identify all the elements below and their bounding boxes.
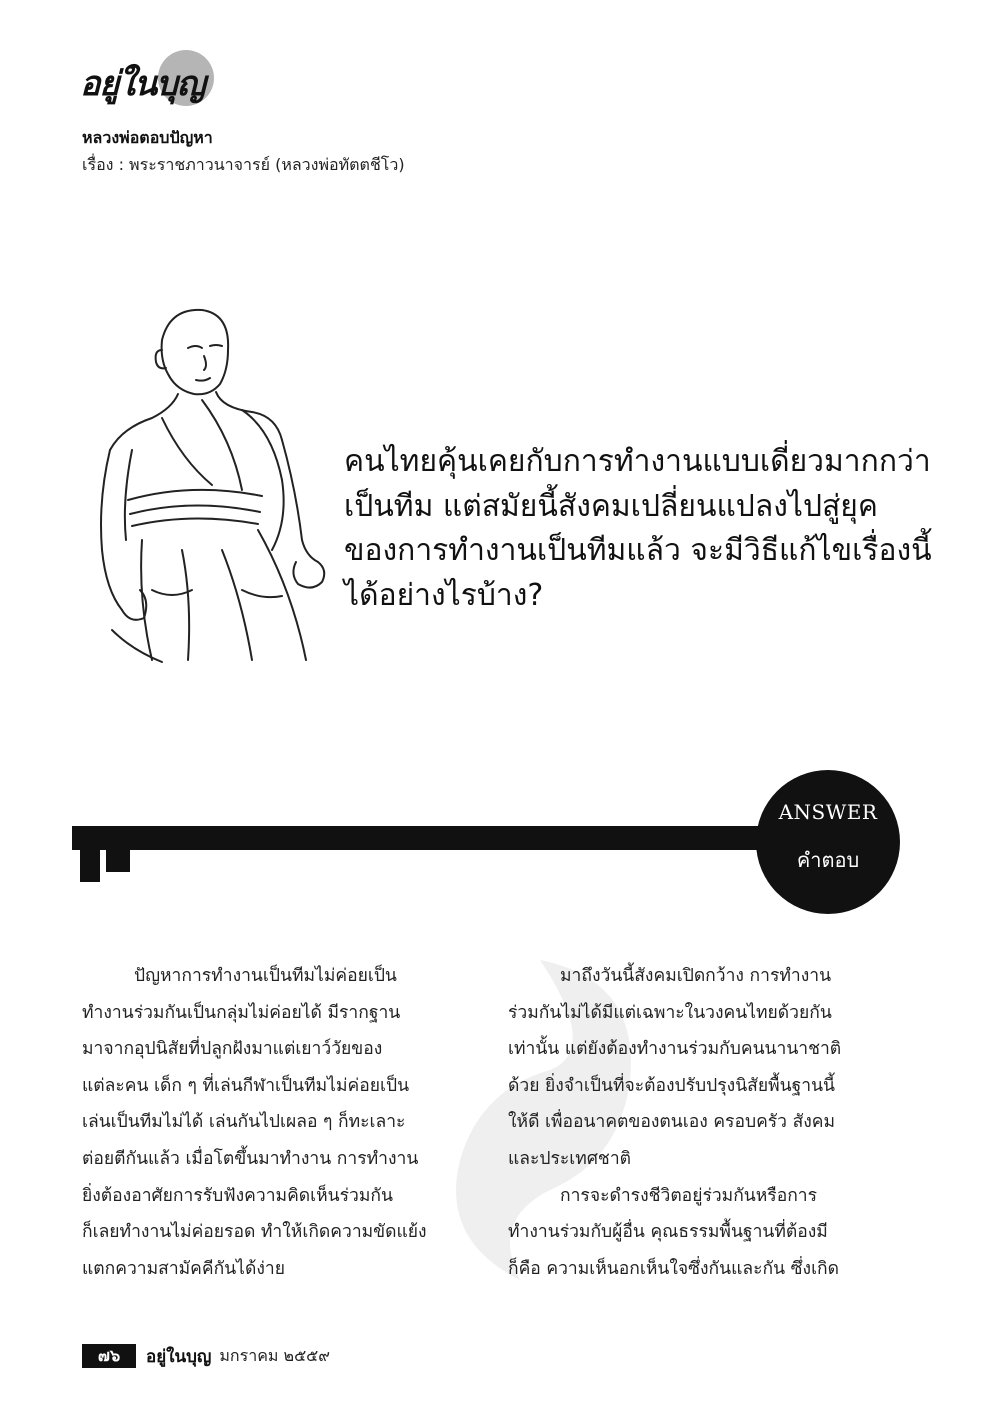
body-line: การจะดำรงชีวิตอยู่ร่วมกันหรือการ (560, 1185, 818, 1206)
body-line: เล่นเป็นทีมไม่ได้ เล่นกันไปเผลอ ๆ ก็ทะเลาะ (82, 1112, 406, 1133)
body-line: ด้วย ยิ่งจำเป็นที่จะต้องปรับปรุงนิสัยพื้นฐานนี้ (508, 1075, 836, 1096)
body-line: ปัญหาการทำงานเป็นทีมไม่ค่อยเป็น (134, 966, 397, 986)
body-line: แต่ละคน เด็ก ๆ ที่เล่นกีฬาเป็นทีมไม่ค่อยเป็น (82, 1075, 410, 1096)
monk-illustration (92, 300, 342, 670)
magazine-logo (80, 50, 220, 110)
body-line: ก็คือ ความเห็นอกเห็นใจซึ่งกันและกัน ซึ่งเกิด (508, 1258, 840, 1279)
body-line: ร่วมกันไม่ได้มีแต่เฉพาะในวงคนไทยด้วยกัน (508, 1002, 832, 1023)
body-line: ยิ่งต้องอาศัยการรับฟังความคิดเห็นร่วมกัน (82, 1185, 393, 1206)
question-line: ได้อย่างไรบ้าง? (344, 577, 544, 613)
divider-tab (106, 850, 130, 872)
body-line: มาจากอุปนิสัยที่ปลูกฝังมาแต่เยาว์วัยของ (82, 1039, 383, 1060)
body-line: เท่านั้น แต่ยังต้องทำงานร่วมกับคนนานาชาติ (508, 1039, 842, 1060)
body-line: แตกความสามัคคีกันได้ง่าย (82, 1258, 285, 1279)
body-column-right (508, 958, 891, 1287)
body-line: ทำงานร่วมกันเป็นกลุ่มไม่ค่อยได้ มีรากฐาน (82, 1002, 401, 1023)
question-text (344, 440, 932, 618)
divider-tab (80, 850, 100, 882)
body-line: ต่อยตีกันแล้ว เมื่อโตขึ้นมาทำงาน การทำงาน (82, 1148, 419, 1169)
body-line: ก็เลยทำงานไม่ค่อยรอด ทำให้เกิดความขัดแย้ง (82, 1222, 427, 1243)
body-column-left (82, 958, 465, 1287)
body-line: และประเทศชาติ (508, 1148, 632, 1169)
body-line: ทำงานร่วมกับผู้อื่น คุณธรรมพื้นฐานที่ต้องมี (508, 1222, 828, 1243)
answer-divider-bar (72, 826, 792, 850)
section-title: หลวงพ่อตอบปัญหา (82, 128, 213, 147)
footer-magazine-name: อยู่ในบุญ (146, 1346, 212, 1367)
footer-issue-date: มกราคม ๒๕๕๙ (219, 1345, 331, 1365)
page-footer (82, 1342, 330, 1370)
answer-badge (756, 770, 900, 914)
answer-label-th: คำตอบ (796, 848, 860, 872)
body-line: มาถึงวันนี้สังคมเปิดกว้าง การทำงาน (560, 966, 832, 986)
body-line: ให้ดี เพื่ออนาคตของตนเอง ครอบครัว สังคม (508, 1112, 836, 1133)
question-line: ของการทำงานเป็นทีมแล้ว จะมีวิธีแก้ไขเรื่องนี้ (344, 533, 932, 568)
question-line: คนไทยคุ้นเคยกับการทำงานแบบเดี่ยวมากกว่า (344, 444, 931, 479)
byline: เรื่อง : พระราชภาวนาจารย์ (หลวงพ่อทัตตชีโว) (82, 155, 405, 174)
logo-text: อยู่ในบุญ (80, 64, 205, 104)
question-line: เป็นทีม แต่สมัยนี้สังคมเปลี่ยนแปลงไปสู่ยุค (344, 488, 878, 524)
answer-label-en: ANSWER (778, 800, 878, 824)
page-number: ๗๖ (82, 1344, 136, 1368)
